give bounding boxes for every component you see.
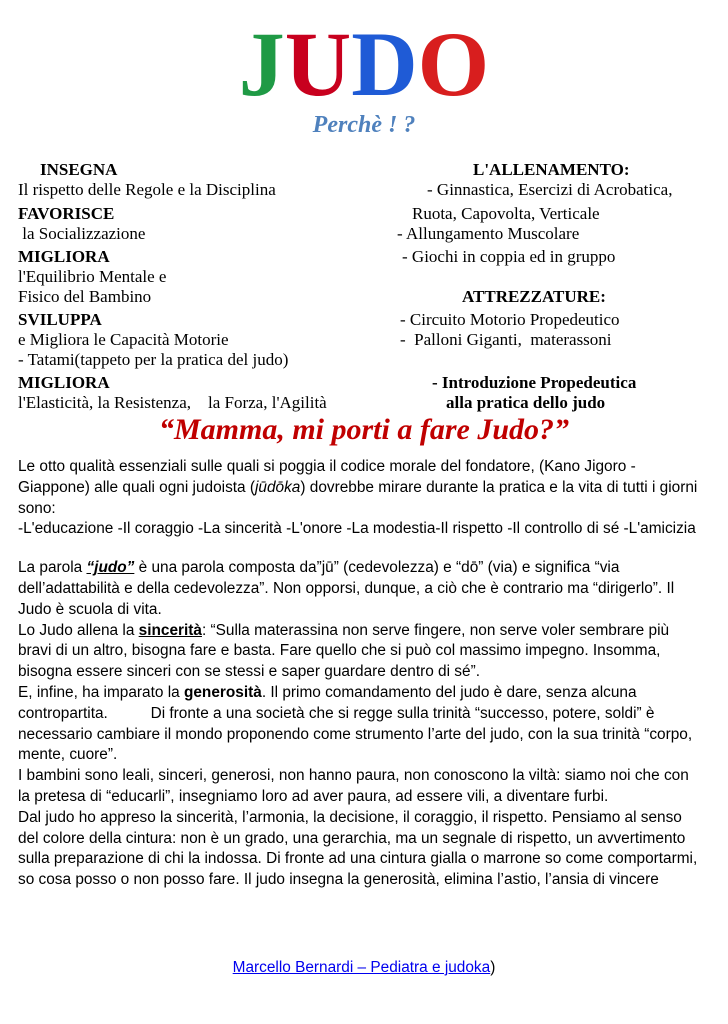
paragraph-generosity (18, 683, 698, 766)
page-title (0, 14, 728, 114)
text-span: Le otto qualità essenziali sulle quali si poggia il codice morale del fondatore, (Kano Jigoro - Giappone) alle quali ogni judoista ( (18, 458, 636, 496)
left-line: e Migliora le Capacità Motorie (18, 330, 229, 349)
text-italic: jūdōka (255, 478, 301, 496)
text-span: La parola (18, 559, 87, 577)
left-line: l'Equilibrio Mentale e (18, 267, 167, 286)
left-heading-favorisce: FAVORISCE (18, 204, 115, 223)
signature (0, 959, 728, 977)
text-span: . Il primo comandamento del judo è dare, senza alcuna contropartita. Di fronte a una società che si regge sulla trinità “successo, potere, soldi” è necessario cambiare il mondo proponendo come strumento l’arte del judo, con la sua trinità “corpo, mente, cuore”. (18, 683, 697, 764)
paragraph-judo-word (18, 558, 698, 620)
left-heading-migliora: MIGLIORA (18, 247, 110, 266)
right-line-bold: - Introduzione Propedeutica (432, 373, 637, 392)
text-span: : “Sulla materassina non serve fingere, non serve voler sembrare più bravi di un altro, bisogna fare e basta. Fare quello che si può col massimo impegno. Insomma, bisogna essere sinceri con se stessi e saper guardare dentro di sé”. (18, 621, 670, 681)
left-line: la Socializzazione (18, 224, 146, 243)
paragraph-belt: Dal judo ho appreso la sincerità, l’armonia, la decisione, il coraggio, il rispetto. Pensiamo al senso del colore della cintura: non è un grado, una gerarchia, ma un segnale di rispetto, un avvertimento sulla preparazione di chi la indossa. Di fronte ad una cintura gialla o marrone so come comportarmi, so cosa posso o non posso fare. Il judo insegna la generosità, elimina l’astio, l’ansia di vincere (18, 808, 698, 889)
text-span: Lo Judo allena la (18, 621, 139, 639)
text-span: ) dovrebbe mirare durante la pratica e la vita di tutti i giorni sono: (18, 478, 698, 517)
right-line: - Giochi in coppia ed in gruppo (402, 247, 616, 266)
article-body (18, 457, 698, 891)
paragraph-qualities-list: -L'educazione -Il coraggio -La sincerità -L'onore -La modestia-Il rispetto -Il controllo di sé -L'amicizia (18, 520, 696, 538)
text-span: è una parola composta da”jū” (cedevolezza) e “dō” (via) e significa “via dell’adattabilità e della cedevolezza”. Non opporsi, dunque, a ciò che è contrario ma “dirigerlo”. Il Judo è scuola di vita. (18, 559, 675, 618)
right-line: - Palloni Giganti, materassoni (400, 330, 612, 349)
left-line: - Tatami(tappeto per la pratica del judo) (18, 350, 289, 369)
right-line: - Ginnastica, Esercizi di Acrobatica, (427, 180, 673, 199)
right-line: - Circuito Motorio Propedeutico (400, 310, 620, 329)
left-heading-insegna: INSEGNA (40, 160, 118, 179)
text-span: E, infine, ha imparato la (18, 683, 184, 701)
title-letter-o: O (417, 13, 490, 115)
left-line: Fisico del Bambino (18, 287, 152, 306)
paragraph-sincerity (18, 621, 698, 683)
left-line: l'Elasticità, la Resistenza, la Forza, l'Agilità (18, 393, 327, 412)
right-heading-attrezzature: ATTREZZATURE: (462, 287, 606, 306)
title-letter-d: D (351, 13, 418, 115)
paragraph-children: I bambini sono leali, sinceri, generosi, non hanno paura, non conoscono la viltà: siamo noi che con la pretesa di “educarli”, insegniamo loro ad aver paura, ad essere vili, a diventare furbi. (18, 767, 689, 805)
right-line: - Allungamento Muscolare (397, 224, 580, 243)
left-heading-migliora-2: MIGLIORA (18, 373, 110, 392)
slogan-heading: “Mamma, mi porti a fare Judo?” (158, 413, 570, 446)
signature-tail: ) (490, 959, 496, 976)
right-heading-allenamento: L'ALLENAMENTO: (473, 160, 630, 179)
subtitle: Perchè ! ? (312, 112, 416, 138)
author-link[interactable]: Marcello Bernardi – Pediatra e judoka (232, 959, 491, 976)
paragraph-qualities (18, 457, 698, 519)
right-line-bold: alla pratica dello judo (446, 393, 606, 412)
text-emphasis: generosità (183, 683, 262, 701)
left-heading-sviluppa: SVILUPPA (18, 310, 102, 329)
text-emphasis: “judo” (86, 559, 135, 577)
text-emphasis: sincerità (138, 621, 202, 639)
left-line: Il rispetto delle Regole e la Disciplina (18, 180, 276, 199)
title-letter-u: U (284, 13, 352, 115)
right-line: Ruota, Capovolta, Verticale (412, 204, 600, 223)
title-letter-j: J (238, 13, 285, 115)
